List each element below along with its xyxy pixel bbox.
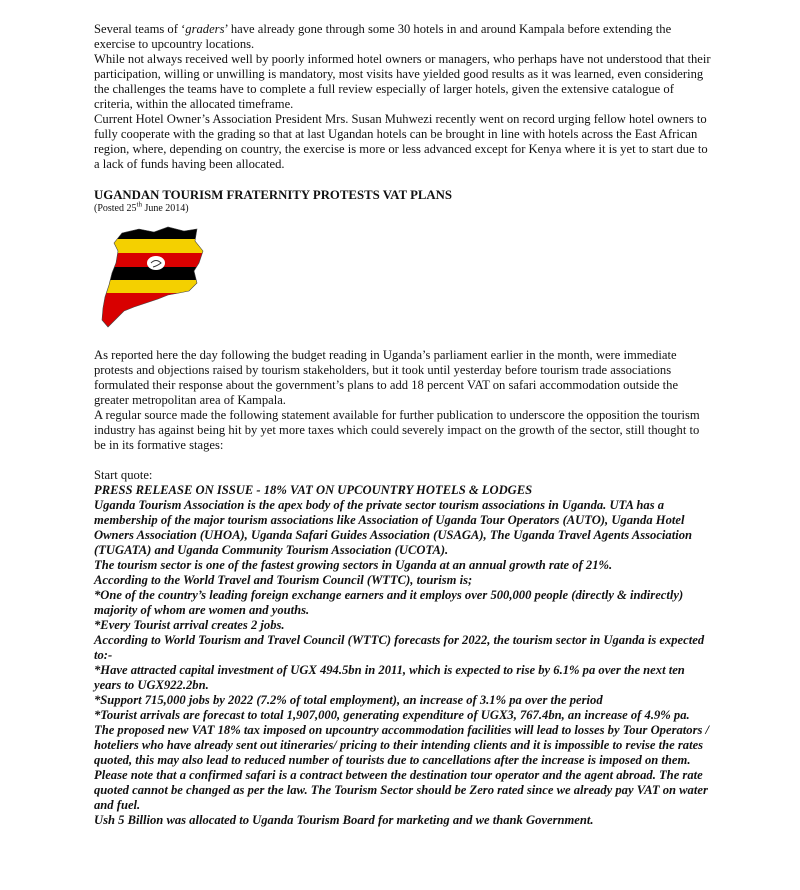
press-release-line: According to World Tourism and Travel Council (WTTC) forecasts for 2022, the tourism sector in Uganda is expected to:-	[94, 633, 705, 662]
posted-date	[94, 200, 714, 215]
intro-paragraph-2: While not always received well by poorly informed hotel owners or managers, who perhaps have not understood that their participation, willing or unwilling is mandatory, most visits have yielded good results as it was learned, even considering the challenges the teams have to complete a full review especially of larger hotels, given the extensive catalogue of criteria, within the allocated timeframe.	[94, 52, 711, 111]
press-release-line: *Support 715,000 jobs by 2022 (7.2% of total employment), an increase of 3.1% pa over the period	[94, 693, 603, 707]
posted-date-pre: (Posted 25	[94, 203, 137, 214]
press-release-line: Ush 5 Billion was allocated to Uganda Tourism Board for marketing and we thank Government.	[94, 813, 594, 827]
document-page	[94, 22, 714, 828]
article-paragraph-2: A regular source made the following statement available for further publication to underscore the opposition the tourism industry has against being hit by yet more taxes which could severely impact on the growth of the sector, still thought to be in its formative stages:	[94, 408, 700, 452]
article-paragraph-1: As reported here the day following the budget reading in Uganda’s parliament earlier in the month, were immediate protests and objections raised by tourism stakeholders, but it took until yesterday before tourism trade associations formulated their response about the government’s plans to add 18 percent VAT on safari accommodation outside the greater metropolitan area of Kampala.	[94, 348, 679, 407]
press-release-title: PRESS RELEASE ON ISSUE - 18% VAT ON UPCOUNTRY HOTELS & LODGES	[94, 483, 533, 497]
press-release-line: *Tourist arrivals are forecast to total 1,907,000, generating expenditure of UGX3, 767.4bn, an increase of 4.9% pa.	[94, 708, 690, 722]
posted-date-post: June 2014)	[141, 203, 189, 214]
press-release-block	[94, 483, 714, 828]
intro-p1-pre: Several teams of ‘	[94, 22, 186, 36]
intro-p1-post: ’ have already gone through some 30 hotels in and around Kampala before extending the exercise to upcountry locations.	[94, 22, 672, 51]
press-release-line: According to the World Travel and Tourism Council (WTTC), tourism is;	[94, 573, 473, 587]
press-release-line: The tourism sector is one of the fastest growing sectors in Uganda at an annual growth rate of 21%.	[94, 558, 613, 572]
press-release-line: Please note that a confirmed safari is a contract between the destination tour operator and the agent abroad. The rate quoted cannot be changed as per the law. The Tourism Sector should be Zero rated since we already pay VAT on water and fuel.	[94, 768, 708, 812]
intro-paragraph-1	[94, 22, 714, 52]
intro-paragraph-3: Current Hotel Owner’s Association President Mrs. Susan Muhwezi recently went on record urging fellow hotel owners to fully cooperate with the grading so that at last Ugandan hotels can be brought in line with hotels across the East African region, where, depending on country, the exercise is more or less advanced except for Kenya where it is yet to start due to a lack of funds having been allocated.	[94, 112, 708, 171]
posted-date-sup: th	[136, 200, 142, 209]
press-release-line: Uganda Tourism Association is the apex body of the private sector tourism associations in Uganda. UTA has a membership of the major tourism associations like Association of Uganda Tour Operators (AUTO), Uganda Hotel Owners Association (UHOA), Uganda Safari Guides Association (USAGA), The Uganda Travel Agents Association (TUGATA) and Uganda Community Tourism Association (UCOTA).	[94, 498, 693, 557]
uganda-flag-map-icon	[94, 223, 214, 341]
press-release-line: *Every Tourist arrival creates 2 jobs.	[94, 618, 285, 632]
press-release-line: *Have attracted capital investment of UGX 494.5bn in 2011, which is expected to rise by 6.1% pa over the next ten years to UGX922.2bn.	[94, 663, 685, 692]
uganda-map-image	[94, 223, 714, 341]
article-title: UGANDAN TOURISM FRATERNITY PROTESTS VAT PLANS	[94, 188, 453, 202]
start-quote-label: Start quote:	[94, 468, 153, 482]
press-release-line: The proposed new VAT 18% tax imposed on upcountry accommodation facilities will lead to losses by Tour Operators / hoteliers who have already sent out itineraries/ pricing to their intending clients and it is impossible to revise the rates quoted, this may also lead to reduced number of tourists due to cancellations after the increase is imposed on them.	[94, 723, 710, 767]
press-release-line: *One of the country’s leading foreign exchange earners and it employs over 500,000 people (directly & indirectly) majority of whom are women and youths.	[94, 588, 684, 617]
graders-term: graders	[185, 22, 225, 36]
